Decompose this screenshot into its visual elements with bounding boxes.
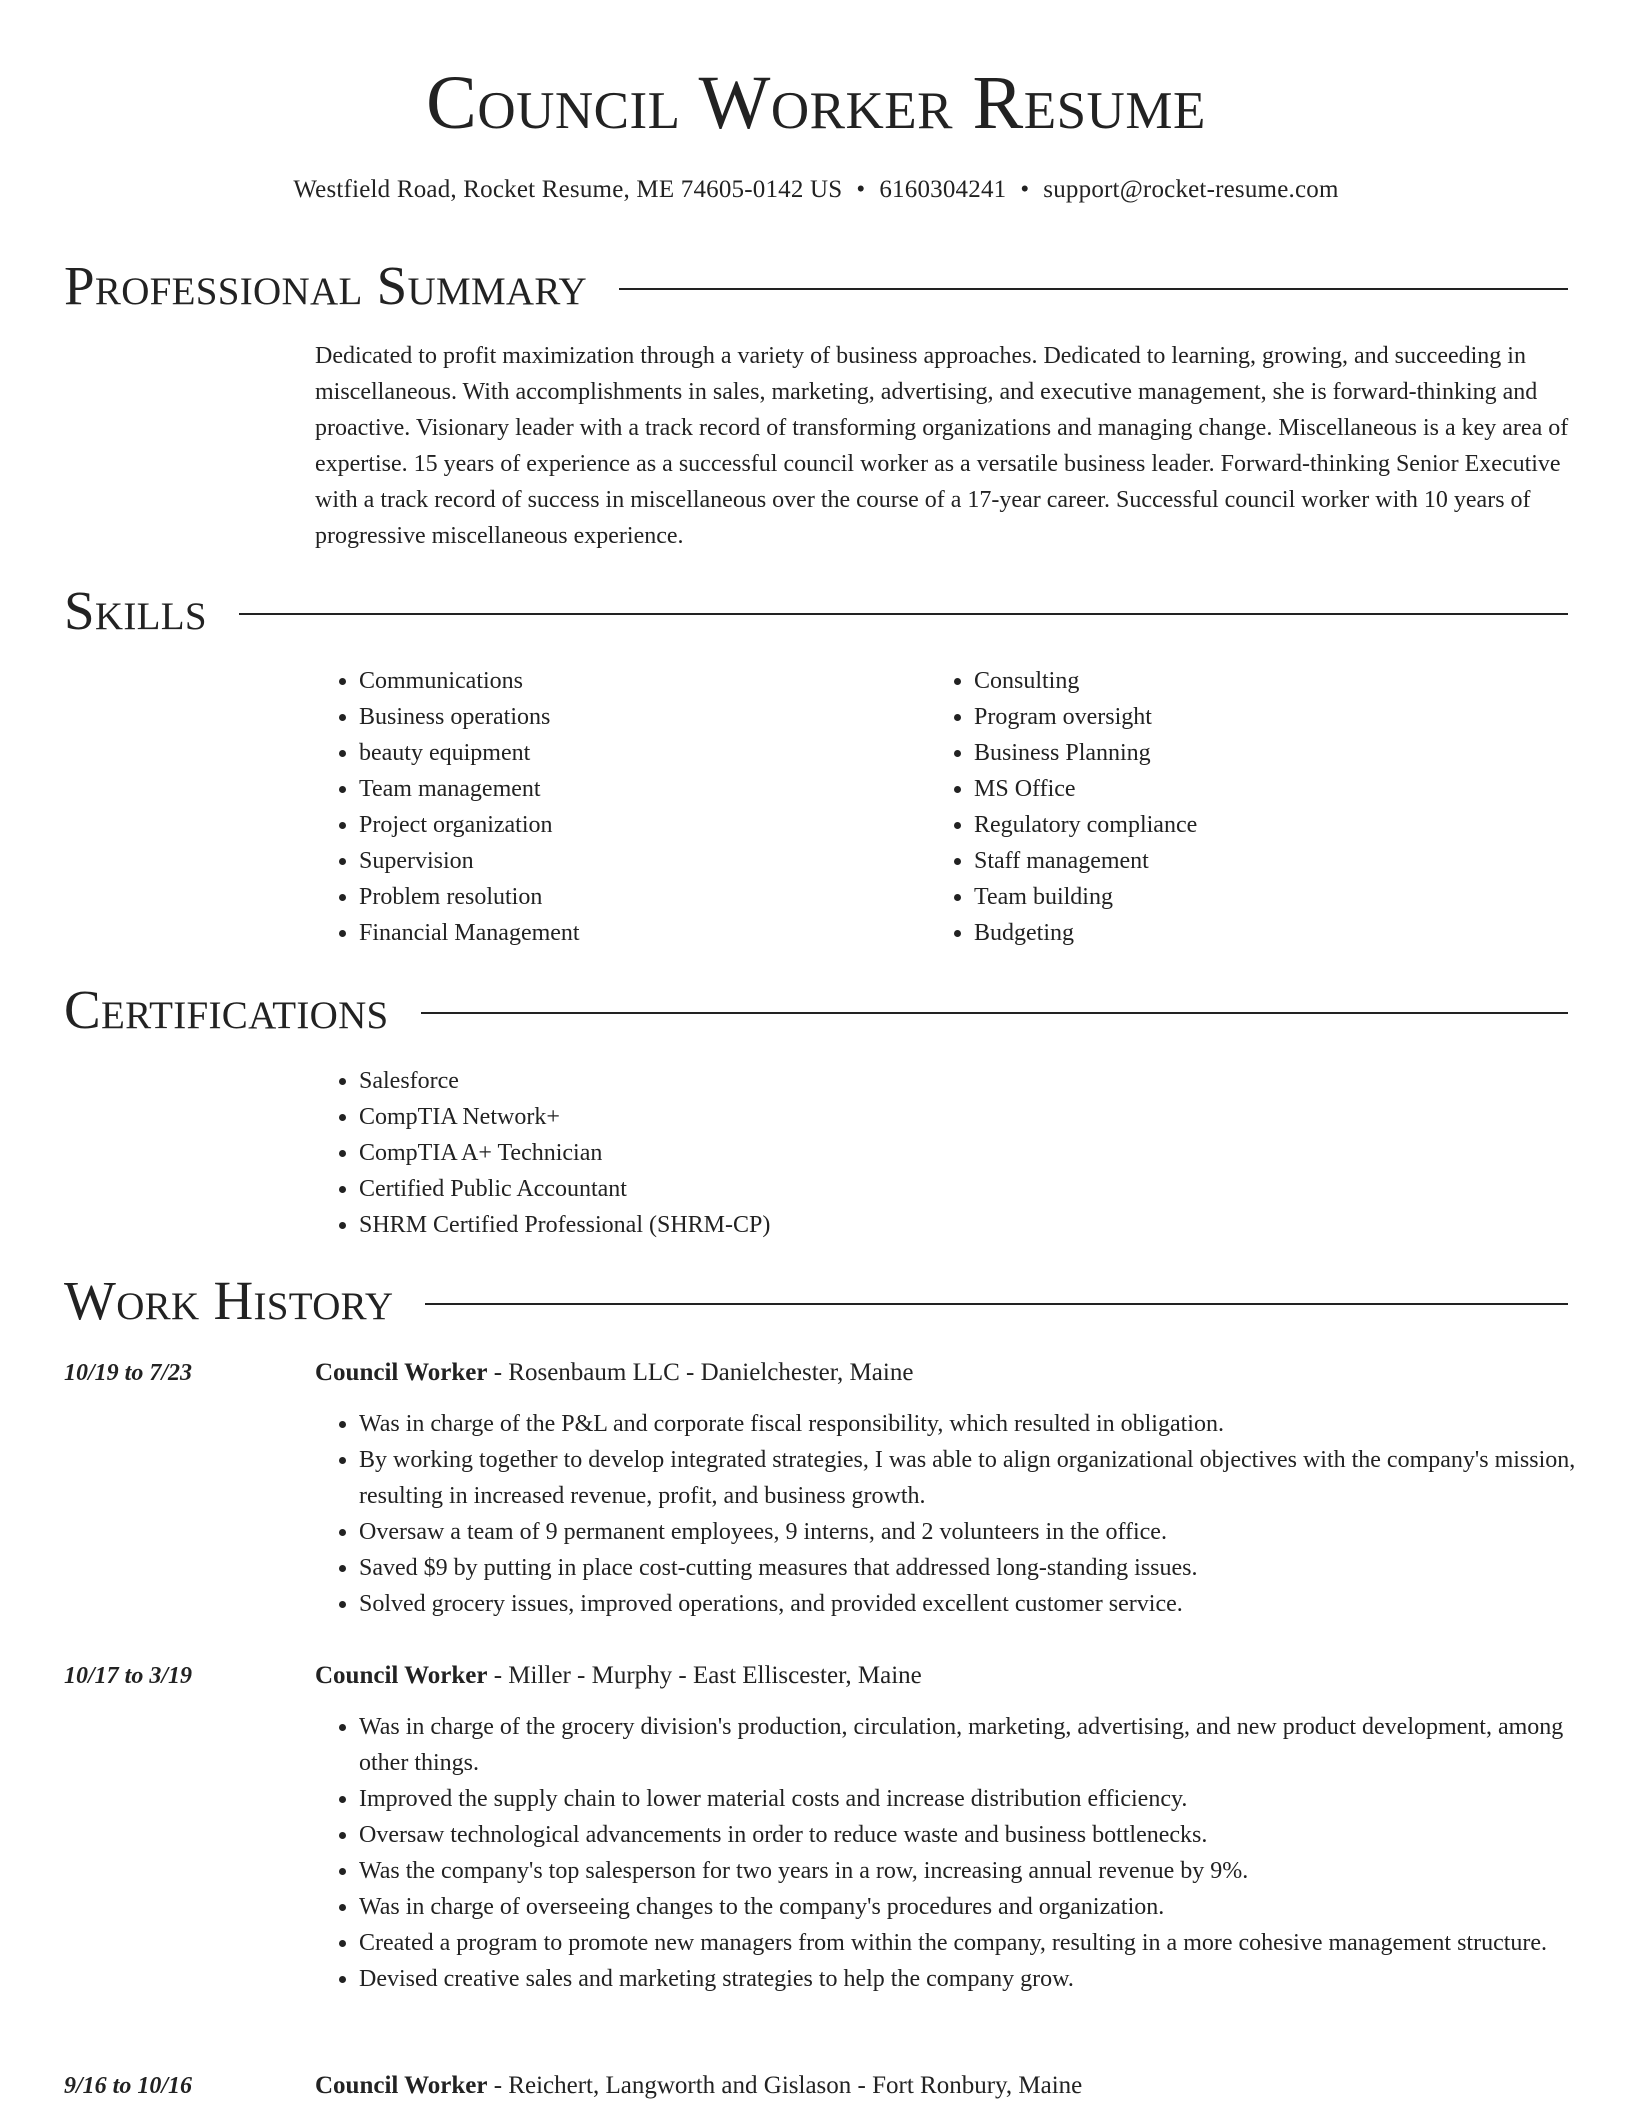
job-duty-item: • Created a program to promote new managers from within the company, resulting in a more cohesive management structure.	[359, 1925, 1580, 1961]
certifications-block	[315, 1063, 770, 1243]
section-header-summary	[64, 253, 1568, 319]
job-dates: 9/16 to 10/16	[64, 2073, 193, 2099]
section-header-skills	[64, 578, 1568, 644]
section-header-certifications	[64, 977, 1568, 1043]
contact-phone: 6160304241	[879, 176, 1007, 203]
skills-list-left	[315, 663, 915, 951]
job-duty-item: • Was in charge of the P&L and corporate fiscal responsibility, which resulted in obligation.	[359, 1406, 1580, 1442]
certification-item: • Salesforce	[359, 1063, 770, 1099]
contact-separator: •	[856, 176, 866, 203]
job-employer: - Miller - Murphy - East Elliscester, Maine	[487, 1662, 922, 1689]
contact-email: support@rocket-resume.com	[1043, 176, 1339, 203]
section-header-work-history	[64, 1268, 1568, 1334]
skill-item: • Team management	[359, 771, 915, 807]
skill-item: • beauty equipment	[359, 735, 915, 771]
contact-line	[0, 174, 1632, 206]
skills-column-left	[315, 663, 915, 951]
section-title-summary: Professional Summary	[64, 255, 588, 316]
skill-item: • Staff management	[974, 843, 1530, 879]
certification-item: • SHRM Certified Professional (SHRM-CP)	[359, 1207, 770, 1243]
job-duty-item: • Was the company's top salesperson for two years in a row, increasing annual revenue by 9%.	[359, 1853, 1580, 1889]
skill-item: • Communications	[359, 663, 915, 699]
job-duty-item: • Devised creative sales and marketing strategies to help the company grow.	[359, 1961, 1580, 1997]
skills-list-right	[930, 663, 1530, 951]
certification-item: • CompTIA Network+	[359, 1099, 770, 1135]
job-heading	[315, 1658, 922, 1694]
skill-item: • Budgeting	[974, 915, 1530, 951]
skill-item: • Program oversight	[974, 699, 1530, 735]
job-duty-item: • By working together to develop integrated strategies, I was able to align organizational objectives with the company's mission, resulting in increased revenue, profit, and business growth.	[359, 1442, 1580, 1514]
resume-title: Council Worker Resume	[426, 61, 1206, 145]
skill-item: • MS Office	[974, 771, 1530, 807]
skill-item: • Business operations	[359, 699, 915, 735]
section-divider	[619, 288, 1568, 290]
job-title: Council Worker	[315, 1359, 488, 1386]
skill-item: • Team building	[974, 879, 1530, 915]
job-dates: 10/17 to 3/19	[64, 1663, 193, 1689]
job-duty-item: • Was in charge of overseeing changes to the company's procedures and organization.	[359, 1889, 1580, 1925]
section-divider	[421, 1012, 1568, 1014]
section-title-skills: Skills	[64, 580, 207, 641]
skill-item: • Regulatory compliance	[974, 807, 1530, 843]
section-title-work-history: Work History	[64, 1270, 394, 1331]
skill-item: • Supervision	[359, 843, 915, 879]
skills-column-right	[930, 663, 1530, 951]
certification-item: • CompTIA A+ Technician	[359, 1135, 770, 1171]
job-duties-list	[315, 1406, 1580, 1622]
job-title: Council Worker	[315, 1662, 488, 1689]
skill-item: • Project organization	[359, 807, 915, 843]
job-duties	[315, 1406, 1580, 1622]
job-duties	[315, 1709, 1580, 1997]
skill-item: • Financial Management	[359, 915, 915, 951]
job-heading	[315, 1355, 913, 1391]
job-duty-item: • Oversaw technological advancements in order to reduce waste and business bottlenecks.	[359, 1817, 1580, 1853]
job-duty-item: • Solved grocery issues, improved operations, and provided excellent customer service.	[359, 1586, 1580, 1622]
job-duties-list	[315, 1709, 1580, 1997]
section-divider	[239, 613, 1568, 615]
job-duty-item: • Saved $9 by putting in place cost-cutting measures that addressed long-standing issues.	[359, 1550, 1580, 1586]
job-employer: - Rosenbaum LLC - Danielchester, Maine	[487, 1359, 914, 1386]
job-title: Council Worker	[315, 2072, 488, 2099]
job-duty-item: • Improved the supply chain to lower material costs and increase distribution efficiency.	[359, 1781, 1580, 1817]
contact-address: Westfield Road, Rocket Resume, ME 74605-0142 US	[293, 176, 843, 203]
certifications-list	[315, 1063, 770, 1243]
job-duty-item: • Oversaw a team of 9 permanent employees, 9 interns, and 2 volunteers in the office.	[359, 1514, 1580, 1550]
job-dates: 10/19 to 7/23	[64, 1360, 193, 1386]
skill-item: • Business Planning	[974, 735, 1530, 771]
skill-item: • Problem resolution	[359, 879, 915, 915]
job-duty-item: • Was in charge of the grocery division's production, circulation, marketing, advertising, and new product development, among other things.	[359, 1709, 1580, 1781]
skill-item: • Consulting	[974, 663, 1530, 699]
job-heading	[315, 2068, 1082, 2104]
contact-separator: •	[1020, 176, 1030, 203]
section-divider	[425, 1303, 1568, 1305]
certification-item: • Certified Public Accountant	[359, 1171, 770, 1207]
summary-text: Dedicated to profit maximization through a variety of business approaches. Dedicated to learning, growing, and succeeding in miscellaneous. With accomplishments in sales, marketing, advertising, and executive management, she is forward-thinking and proactive. Visionary leader with a track record of transforming organizations and managing change. Miscellaneous is a key area of expertise. 15 years of experience as a successful council worker as a versatile business leader. Forward-thinking Senior Executive with a track record of success in miscellaneous over the course of a 17-year career. Successful council worker with 10 years of progressive miscellaneous experience.	[315, 343, 1569, 549]
job-employer: - Reichert, Langworth and Gislason - Fort Ronbury, Maine	[487, 2072, 1083, 2099]
section-title-certifications: Certifications	[64, 979, 389, 1040]
